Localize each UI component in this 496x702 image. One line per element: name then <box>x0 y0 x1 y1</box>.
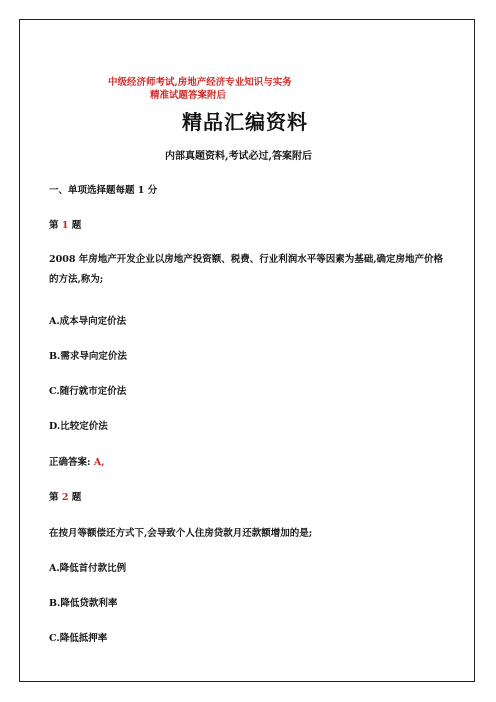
answer-label: 正确答案: <box>49 457 91 468</box>
exam-header-line1: 中级经济师考试,房地产经济专业知识与实务 <box>108 77 292 88</box>
question-2-option-a: A.降低首付款比例 <box>49 563 127 574</box>
question-1-label <box>49 217 81 231</box>
question-1-text: 2008 年房地产开发企业以房地产投资额、税费、行业利润水平等因素为基础,确定房地产价格的方法,称为; <box>49 254 444 285</box>
question-1-option-b: B.需求导向定价法 <box>49 351 127 362</box>
question-number: 1 <box>61 220 69 231</box>
question-2-text: 在按月等额偿还方式下,会导致个人住房贷款月还款额增加的是; <box>49 528 313 539</box>
question-prefix: 第 <box>49 492 59 503</box>
exam-header-line2: 精准试题答案附后 <box>150 90 227 101</box>
section-heading: 一、单项选择题每题 1 分 <box>49 185 158 196</box>
document-subtitle: 内部真题资料,考试必过,答案附后 <box>165 151 312 162</box>
question-number: 2 <box>61 492 69 503</box>
question-2-option-b: B.降低贷款利率 <box>49 598 118 609</box>
question-prefix: 第 <box>49 220 59 231</box>
question-2-option-c: C.降低抵押率 <box>49 633 108 644</box>
document-title: 精品汇编资料 <box>182 110 308 134</box>
question-1-option-a: A.成本导向定价法 <box>49 316 127 327</box>
question-1-option-d: D.比较定价法 <box>49 421 108 432</box>
question-1-answer <box>49 454 105 468</box>
question-suffix: 题 <box>71 220 82 231</box>
question-suffix: 题 <box>71 492 82 503</box>
question-2-label <box>49 489 81 503</box>
answer-value: A, <box>93 457 105 468</box>
question-1-option-c: C.随行就市定价法 <box>49 386 127 397</box>
